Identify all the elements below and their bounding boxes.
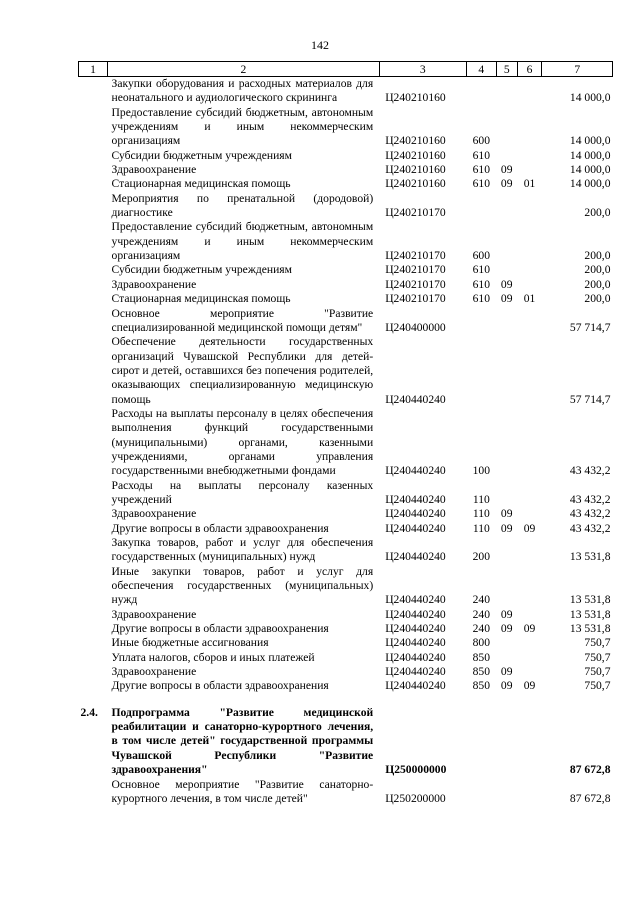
expense-type-cell: 850 — [472, 650, 490, 664]
item-name-cell: Стационарная медицинская помощь — [111, 292, 291, 306]
subsection-cell — [517, 192, 542, 221]
target-code-cell: Ц240440240 — [385, 593, 446, 607]
amount-cell: 13 531,8 — [569, 550, 611, 564]
item-name-cell: Иные закупки товаров, работ и услуг для обеспечения государственных (муниципальных) нужд — [111, 564, 374, 607]
item-name-cell: Здравоохранение — [111, 277, 197, 291]
section-cell: 09 — [500, 177, 513, 191]
subsection-cell — [517, 106, 542, 149]
item-name-cell: Закупка товаров, работ и услуг для обеспечения государственных (муниципальных) нужд — [111, 536, 374, 564]
section-number-cell — [79, 278, 108, 292]
amount-cell: 43 432,2 — [569, 521, 611, 535]
subsection-cell: 01 — [523, 292, 536, 306]
item-name-cell: Расходы на выплаты персоналу в целях обеспечения выполнения функций государственными (муниципальными) органами, казенными учреждениями, органами управления государственными внебюджетными фондами — [111, 406, 374, 478]
section-number-cell — [79, 778, 108, 807]
section-cell: 09 — [500, 665, 513, 679]
section-cell — [496, 77, 517, 106]
budget-table — [78, 61, 613, 806]
section-cell — [496, 636, 517, 650]
section-cell — [496, 335, 517, 407]
table-row — [79, 149, 613, 163]
section-cell — [496, 407, 517, 479]
amount-cell: 200,0 — [584, 292, 611, 306]
item-name-cell: Основное мероприятие "Развитие специализированной медицинской помощи детям" — [111, 306, 374, 334]
section-number-cell — [79, 636, 108, 650]
column-header-row — [79, 62, 613, 77]
column-header-3: 3 — [379, 62, 466, 77]
section-number-cell — [79, 149, 108, 163]
subsection-cell — [517, 565, 542, 608]
table-row — [79, 77, 613, 106]
section-cell — [496, 778, 517, 807]
section-cell — [496, 220, 517, 263]
section-cell — [496, 651, 517, 665]
section-number-cell: 2.4. — [80, 705, 98, 719]
subsection-cell — [517, 665, 542, 679]
expense-type-cell: 800 — [472, 636, 490, 650]
amount-cell: 750,7 — [584, 636, 611, 650]
amount-cell: 87 672,8 — [569, 763, 611, 777]
expense-type-cell: 110 — [472, 521, 490, 535]
amount-cell: 200,0 — [584, 277, 611, 291]
target-code-cell: Ц240210170 — [385, 263, 446, 277]
table-row — [79, 220, 613, 263]
section-number-cell — [79, 292, 108, 306]
table-row — [79, 565, 613, 608]
section-number-cell — [79, 106, 108, 149]
amount-cell: 13 531,8 — [569, 622, 611, 636]
section-number-cell — [79, 565, 108, 608]
subsection-cell — [517, 163, 542, 177]
item-name-cell: Обеспечение деятельности государственных организаций Чувашской Республики для детей-сирот и детей, оставшихся без попечения родителей, оказывающих специализированную медицинскую помощь — [111, 335, 374, 406]
section-cell — [496, 706, 517, 778]
section-cell: 09 — [500, 163, 513, 177]
target-code-cell: Ц240440240 — [385, 521, 446, 535]
expense-type-cell: 240 — [472, 607, 490, 621]
item-name-cell: Здравоохранение — [111, 665, 197, 679]
item-name-cell: Другие вопросы в области здравоохранения — [111, 521, 329, 535]
item-name-cell: Субсидии бюджетным учреждениям — [111, 263, 292, 277]
section-number-cell — [79, 479, 108, 508]
item-name-cell: Предоставление субсидий бюджетным, автономным учреждениям и иным некоммерческим организациям — [111, 105, 374, 148]
expense-type-cell — [466, 706, 496, 778]
target-code-cell: Ц240440240 — [385, 636, 446, 650]
table-row — [79, 106, 613, 149]
item-name-cell: Иные бюджетные ассигнования — [111, 636, 269, 650]
subsection-cell — [517, 278, 542, 292]
expense-type-cell — [466, 335, 496, 407]
item-name-cell: Предоставление субсидий бюджетным, автономным учреждениям и иным некоммерческим организациям — [111, 220, 374, 263]
item-name-cell: Субсидии бюджетным учреждениям — [111, 148, 292, 162]
amount-cell: 14 000,0 — [569, 177, 611, 191]
section-cell: 09 — [500, 507, 513, 521]
item-name-cell: Мероприятия по пренатальной (дородовой) диагностике — [111, 191, 374, 220]
table-row — [79, 292, 613, 306]
subsection-cell — [517, 220, 542, 263]
section-number-cell — [79, 651, 108, 665]
table-row — [79, 536, 613, 565]
table-row — [79, 608, 613, 622]
target-code-cell: Ц240440240 — [385, 665, 446, 679]
subsection-cell: 09 — [523, 622, 536, 636]
subsection-cell — [517, 335, 542, 407]
amount-cell: 14 000,0 — [569, 148, 611, 162]
section-cell: 09 — [500, 679, 513, 693]
item-name-cell: Здравоохранение — [111, 607, 197, 621]
expense-type-cell: 110 — [472, 507, 490, 521]
section-number-cell — [79, 77, 108, 106]
item-name-cell: Здравоохранение — [111, 163, 197, 177]
subsection-cell: 09 — [523, 679, 536, 693]
table-row — [79, 335, 613, 407]
column-header-7: 7 — [542, 62, 613, 77]
section-cell: 09 — [500, 521, 513, 535]
section-number-cell — [79, 335, 108, 407]
section-cell — [496, 565, 517, 608]
target-code-cell: Ц240440240 — [385, 492, 446, 506]
amount-cell: 200,0 — [584, 206, 611, 220]
item-name-cell: Закупки оборудования и расходных материалов для неонатального и аудиологического скрининга — [111, 77, 374, 105]
expense-type-cell: 850 — [472, 679, 490, 693]
table-row — [79, 679, 613, 693]
section-cell: 09 — [500, 292, 513, 306]
subsection-cell — [517, 608, 542, 622]
table-row — [79, 622, 613, 636]
expense-type-cell: 610 — [472, 148, 490, 162]
item-name-cell: Здравоохранение — [111, 507, 197, 521]
column-header-5: 5 — [496, 62, 517, 77]
subsection-cell: 09 — [523, 521, 536, 535]
section-number-cell — [79, 679, 108, 693]
subsection-cell — [517, 307, 542, 336]
section-number-cell — [79, 307, 108, 336]
target-code-cell: Ц240440240 — [385, 550, 446, 564]
amount-cell: 200,0 — [584, 263, 611, 277]
table-row — [79, 263, 613, 277]
expense-type-cell: 600 — [472, 249, 490, 263]
section-number-cell — [79, 608, 108, 622]
section-cell — [496, 307, 517, 336]
table-row — [79, 177, 613, 191]
target-code-cell: Ц240210170 — [385, 206, 446, 220]
item-name-cell: Основное мероприятие "Развитие санаторно-курортного лечения, в том числе детей" — [111, 777, 374, 805]
subsection-cell — [517, 407, 542, 479]
spacer-cell — [79, 694, 613, 706]
target-code-cell: Ц240440240 — [385, 392, 446, 406]
section-cell: 09 — [500, 622, 513, 636]
amount-cell: 43 432,2 — [569, 492, 611, 506]
expense-type-cell: 240 — [472, 622, 490, 636]
amount-cell: 43 432,2 — [569, 507, 611, 521]
target-code-cell: Ц240210160 — [385, 134, 446, 148]
subsection-cell — [517, 536, 542, 565]
expense-type-cell: 600 — [472, 134, 490, 148]
subsection-cell — [517, 77, 542, 106]
table-row — [79, 407, 613, 479]
amount-cell: 87 672,8 — [569, 791, 611, 805]
section-cell: 09 — [500, 607, 513, 621]
spacer-row — [79, 694, 613, 706]
amount-cell: 13 531,8 — [569, 593, 611, 607]
table-row — [79, 479, 613, 508]
expense-type-cell — [466, 307, 496, 336]
expense-type-cell: 610 — [472, 277, 490, 291]
section-cell — [496, 263, 517, 277]
item-name-cell: Стационарная медицинская помощь — [111, 177, 291, 191]
target-code-cell: Ц240440240 — [385, 607, 446, 621]
section-cell — [496, 536, 517, 565]
column-header-1: 1 — [79, 62, 108, 77]
section-number-cell — [79, 192, 108, 221]
subsection-cell — [517, 636, 542, 650]
amount-cell: 14 000,0 — [569, 134, 611, 148]
table-row — [79, 307, 613, 336]
section-number-cell — [79, 622, 108, 636]
amount-cell: 750,7 — [584, 679, 611, 693]
expense-type-cell: 100 — [472, 464, 490, 478]
section-number-cell — [79, 407, 108, 479]
item-name-cell: Другие вопросы в области здравоохранения — [111, 679, 329, 693]
target-code-cell: Ц240210160 — [385, 91, 446, 105]
subsection-cell — [517, 149, 542, 163]
item-name-cell: Уплата налогов, сборов и иных платежей — [111, 650, 315, 664]
column-header-2: 2 — [108, 62, 380, 77]
target-code-cell: Ц240210170 — [385, 277, 446, 291]
subsection-cell — [517, 507, 542, 521]
expense-type-cell: 110 — [472, 492, 490, 506]
expense-type-cell: 850 — [472, 665, 490, 679]
item-name-cell: Расходы на выплаты персоналу казенных учреждений — [111, 478, 374, 506]
table-row — [79, 192, 613, 221]
section-cell — [496, 192, 517, 221]
section-number-cell — [79, 507, 108, 521]
amount-cell: 750,7 — [584, 650, 611, 664]
section-number-cell — [79, 665, 108, 679]
subsection-cell — [517, 651, 542, 665]
expense-type-cell — [466, 778, 496, 807]
amount-cell: 14 000,0 — [569, 163, 611, 177]
amount-cell: 13 531,8 — [569, 607, 611, 621]
table-row — [79, 706, 613, 778]
section-number-cell — [79, 220, 108, 263]
target-code-cell: Ц240440240 — [385, 622, 446, 636]
amount-cell: 200,0 — [584, 249, 611, 263]
expense-type-cell: 240 — [472, 593, 490, 607]
expense-type-cell: 200 — [472, 550, 490, 564]
subsection-cell — [517, 263, 542, 277]
table-row — [79, 163, 613, 177]
target-code-cell: Ц240440240 — [385, 464, 446, 478]
target-code-cell: Ц240210170 — [385, 249, 446, 263]
expense-type-cell: 610 — [472, 292, 490, 306]
amount-cell: 57 714,7 — [569, 320, 611, 334]
table-row — [79, 636, 613, 650]
target-code-cell: Ц250000000 — [385, 763, 447, 777]
target-code-cell: Ц240440240 — [385, 507, 446, 521]
section-number-cell — [79, 522, 108, 536]
page-number: 142 — [311, 38, 329, 52]
target-code-cell: Ц240210160 — [385, 148, 446, 162]
target-code-cell: Ц240440240 — [385, 679, 446, 693]
item-name-cell: Подпрограмма "Развитие медицинской реабилитации и санаторно-курортного лечения, в том числе детей" государственной программы Чувашской Республики "Развитие здравоохранения" — [111, 705, 374, 777]
target-code-cell: Ц250200000 — [385, 791, 446, 805]
amount-cell: 750,7 — [584, 665, 611, 679]
table-row — [79, 507, 613, 521]
target-code-cell: Ц240210160 — [385, 177, 446, 191]
amount-cell: 14 000,0 — [569, 91, 611, 105]
column-header-4: 4 — [466, 62, 496, 77]
section-number-cell — [79, 177, 108, 191]
subsection-cell — [517, 706, 542, 778]
table-row — [79, 522, 613, 536]
target-code-cell: Ц240400000 — [385, 320, 446, 334]
subsection-cell — [517, 778, 542, 807]
section-cell — [496, 479, 517, 508]
expense-type-cell — [466, 192, 496, 221]
section-cell: 09 — [500, 277, 513, 291]
section-number-cell — [79, 163, 108, 177]
section-cell — [496, 106, 517, 149]
table-row — [79, 665, 613, 679]
table-row — [79, 278, 613, 292]
expense-type-cell: 610 — [472, 263, 490, 277]
expense-type-cell — [466, 77, 496, 106]
target-code-cell: Ц240210160 — [385, 163, 446, 177]
item-name-cell: Другие вопросы в области здравоохранения — [111, 622, 329, 636]
table-row — [79, 778, 613, 807]
column-header-6: 6 — [517, 62, 542, 77]
subsection-cell — [517, 479, 542, 508]
section-cell — [496, 149, 517, 163]
target-code-cell: Ц240440240 — [385, 650, 446, 664]
amount-cell: 57 714,7 — [569, 392, 611, 406]
section-number-cell — [79, 536, 108, 565]
expense-type-cell: 610 — [472, 177, 490, 191]
target-code-cell: Ц240210170 — [385, 292, 446, 306]
table-row — [79, 651, 613, 665]
expense-type-cell: 610 — [472, 163, 490, 177]
amount-cell: 43 432,2 — [569, 464, 611, 478]
subsection-cell: 01 — [523, 177, 536, 191]
section-number-cell — [79, 263, 108, 277]
